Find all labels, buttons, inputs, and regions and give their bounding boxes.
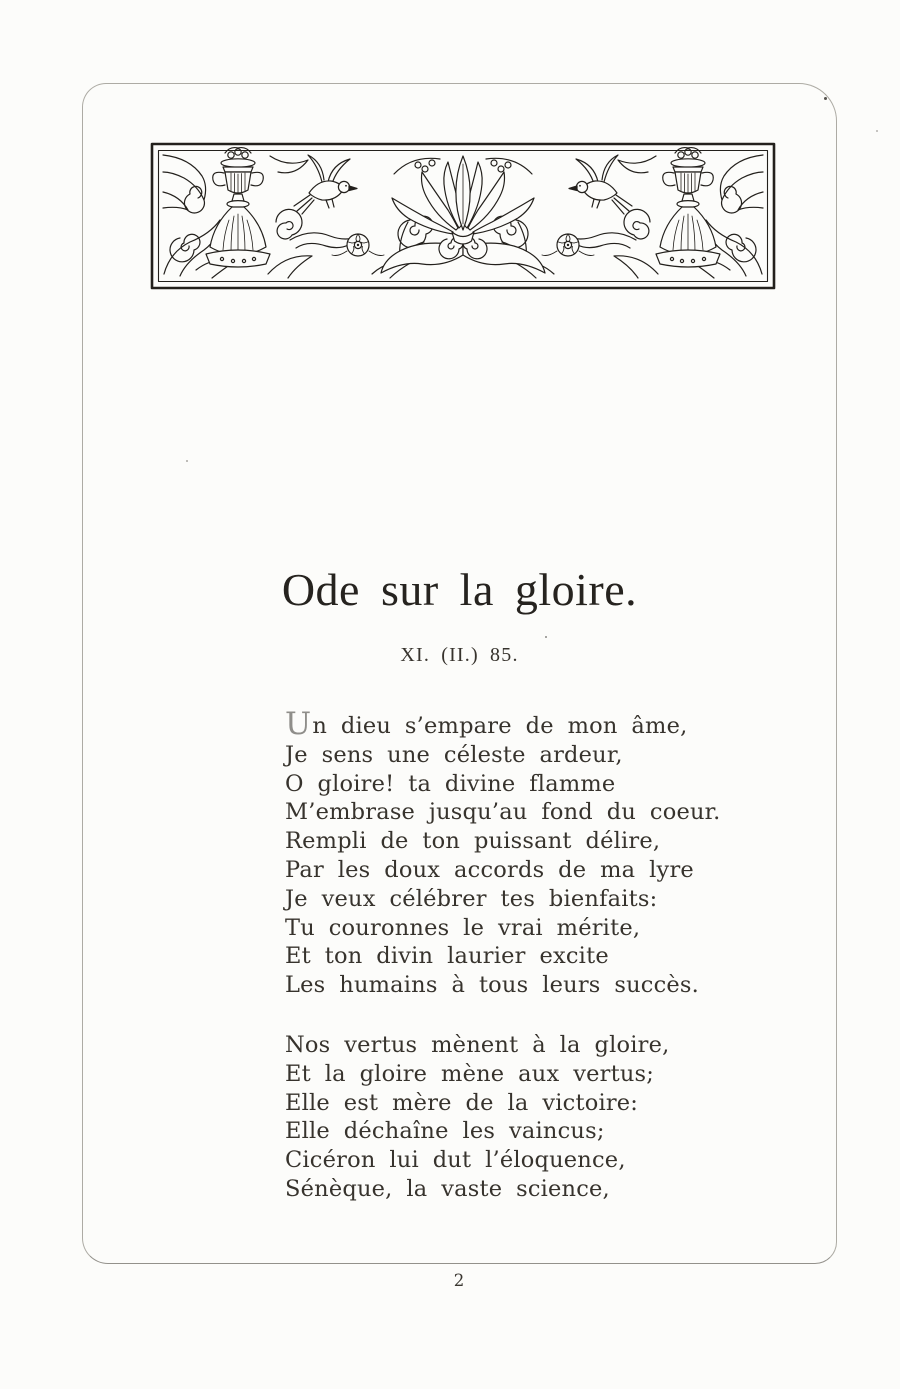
poem-line: Par les doux accords de ma lyre bbox=[285, 856, 694, 883]
poem-line: Rempli de ton puissant délire, bbox=[285, 828, 661, 855]
poem-line: Tu couronnes le vrai mérite, bbox=[285, 914, 641, 941]
poem-line: Sénèque, la vaste science, bbox=[285, 1175, 610, 1202]
scroll-motif bbox=[276, 209, 302, 239]
poem-line: Les humains à tous leurs succès. bbox=[285, 972, 700, 999]
scroll-motif bbox=[170, 234, 200, 262]
urn-motif bbox=[206, 148, 270, 267]
berry-motif bbox=[415, 162, 421, 168]
rosette-motif bbox=[332, 234, 384, 256]
stanza-1-lines bbox=[285, 741, 721, 1000]
stanza-1 bbox=[285, 706, 721, 1000]
paper-speck bbox=[876, 130, 878, 132]
page-number: 2 bbox=[453, 1271, 466, 1290]
paper-speck bbox=[545, 636, 547, 638]
stanza-2 bbox=[285, 1031, 721, 1204]
acanthus-leaf-motif bbox=[163, 155, 206, 200]
poem-line-first bbox=[285, 706, 721, 742]
poem-first-line-text: n dieu s’empare de mon âme, bbox=[312, 713, 688, 739]
poem-line: Cicéron lui dut l’éloquence, bbox=[285, 1147, 626, 1174]
poem-line: Je veux célébrer tes bienfaits: bbox=[285, 885, 658, 912]
bird-motif bbox=[294, 155, 357, 214]
paper-speck bbox=[824, 97, 827, 100]
page-title: Ode sur la gloire. bbox=[281, 564, 638, 615]
poem-line: O gloire! ta divine flamme bbox=[285, 770, 616, 797]
poem-line: Nos vertus mènent à la gloire, bbox=[285, 1031, 670, 1058]
palmette-motif bbox=[381, 156, 545, 273]
drop-cap-initial: U bbox=[285, 706, 312, 742]
header-ornament-engraving bbox=[150, 142, 776, 290]
paper-speck bbox=[186, 460, 188, 462]
berry-motif bbox=[429, 160, 435, 166]
poem-line: Elle déchaîne les vaincus; bbox=[285, 1118, 605, 1145]
poem-line: Elle est mère de la victoire: bbox=[285, 1089, 639, 1116]
poem-numbering-subtitle: XI. (II.) 85. bbox=[400, 644, 519, 666]
poem-body bbox=[285, 706, 721, 1204]
acanthus-leaf-motif bbox=[268, 256, 312, 278]
poem-line: Je sens une céleste ardeur, bbox=[285, 741, 623, 768]
poem-line: Et la gloire mène aux vertus; bbox=[285, 1060, 655, 1087]
poem-line: M’embrase jusqu’au fond du coeur. bbox=[285, 799, 721, 826]
acanthus-leaf-motif bbox=[270, 156, 308, 173]
berry-motif bbox=[422, 166, 428, 172]
poem-line: Et ton divin laurier excite bbox=[285, 943, 609, 970]
